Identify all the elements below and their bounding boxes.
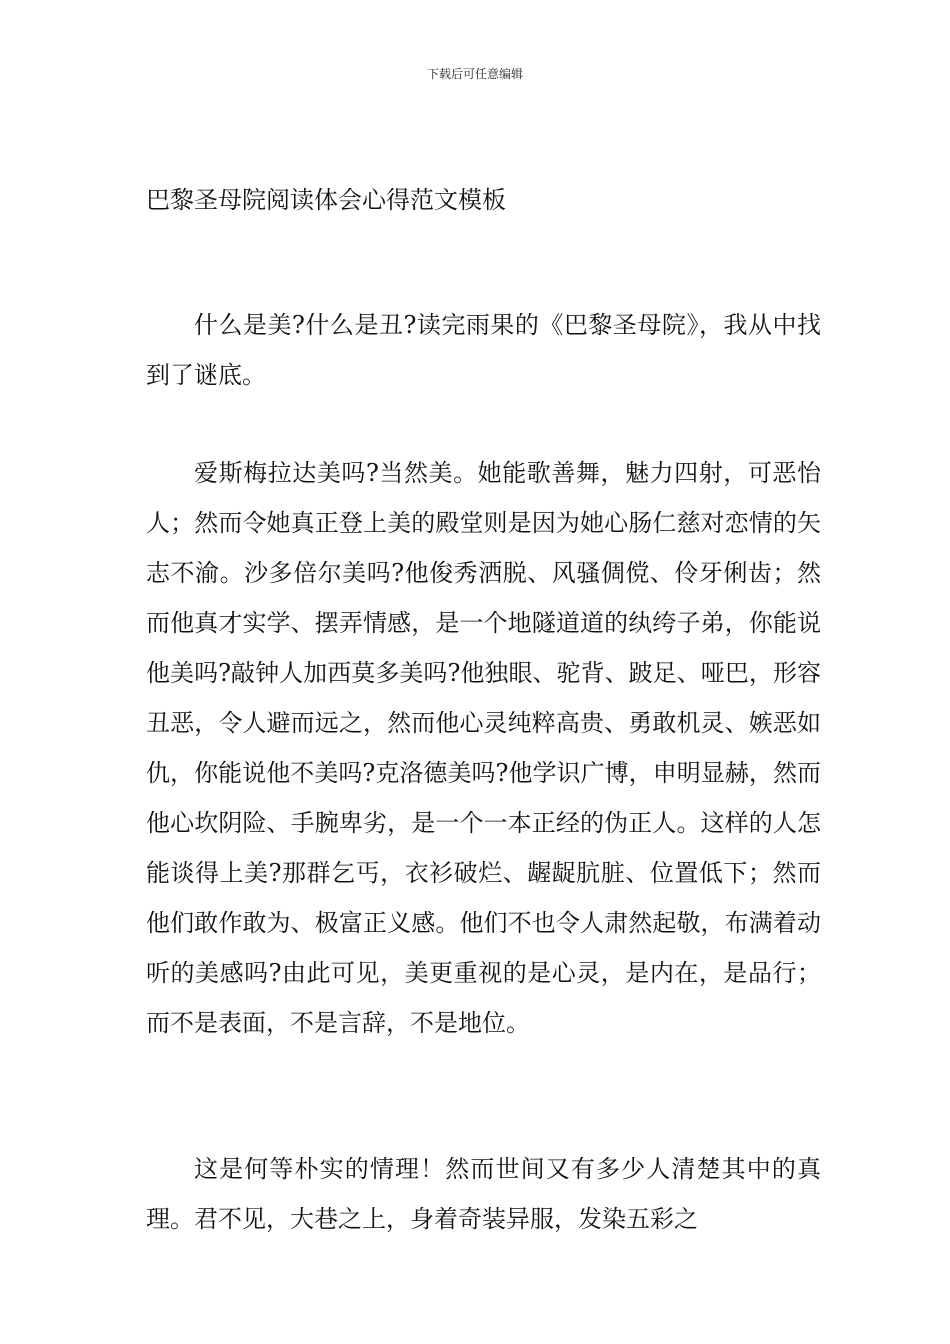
page-header: 下载后可任意编辑 (426, 67, 523, 81)
document-title: 巴黎圣母院阅读体会心得范文模板 (146, 186, 506, 214)
paragraph-1: 什么是美?什么是丑?读完雨果的《巴黎圣母院》，我从中找到了谜底。 (146, 311, 821, 389)
paragraph-3: 这是何等朴实的情理！然而世间又有多少人清楚其中的真理。君不见，大巷之上，身着奇装异服，发染五彩之 (146, 1155, 821, 1233)
paragraph-2: 爱斯梅拉达美吗?当然美。她能歌善舞，魅力四射，可恶怡人；然而令她真正登上美的殿堂则是因为她心肠仁慈对恋情的矢志不渝。沙多倍尔美吗?他俊秀洒脱、风骚倜傥、伶牙俐齿；然而他真才实学、摆弄情感，是一个地隧道道的纨绔子弟，你能说他美吗?敲钟人加西莫多美吗?他独眼、驼背、跛足、哑巴，形容丑恶，令人避而远之，然而他心灵纯粹高贵、勇敢机灵、嫉恶如仇，你能说他不美吗?克洛德美吗?他学识广博，申明显赫，然而他心坎阴险、手腕卑劣，是一个一本正经的伪正人。这样的人怎能谈得上美?那群乞丐，衣衫破烂、龌龊肮脏、位置低下；然而他们敢作敢为、极富正义感。他们不也令人肃然起敬，布满着动听的美感吗?由此可见，美更重视的是心灵，是内在，是品行；而不是表面，不是言辞，不是地位。 (146, 459, 821, 1037)
